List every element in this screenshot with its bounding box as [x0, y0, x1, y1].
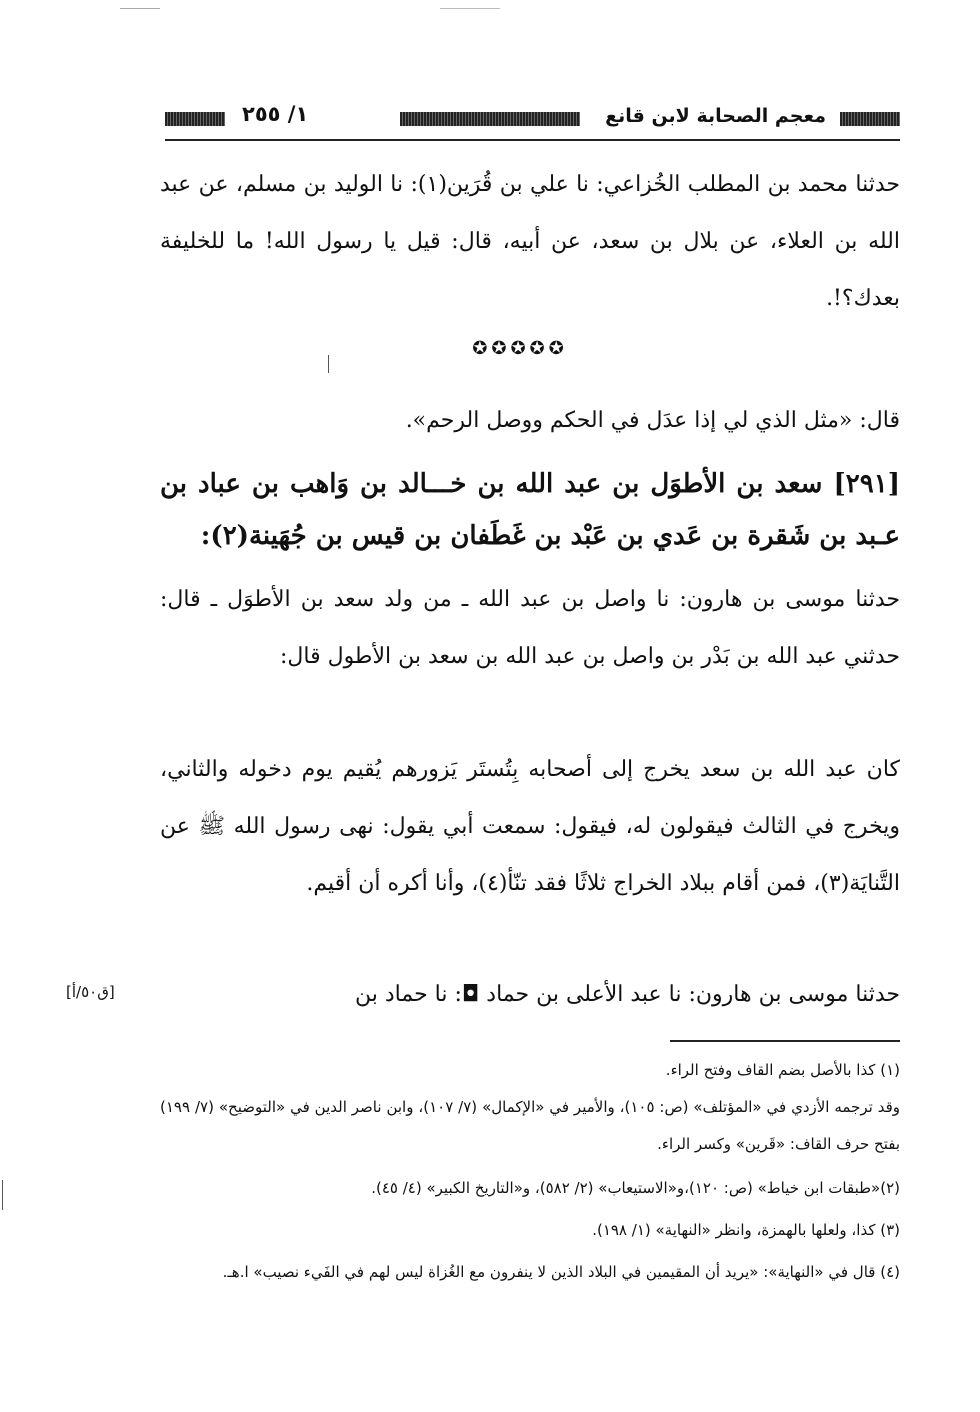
footnote-2: (٢)«طبقات ابن خياط» (ص: ١٢٠)،و«الاستيعاب» (٢/ ٥٨٢)، و«التاريخ الكبير» (٤/ ٤٥). [371, 1179, 900, 1197]
footnote-1-continued: وقد ترجمه الأزدي في «المؤتلف» (ص: ١٠٥)، والأمير في «الإكمال» (٧/ ١٠٧)، وابن ناصر الدين في «التوضيح» (٧/ ١٩٩) بفتح حرف القاف: «قَرين» وكسر الراء. [160, 1098, 901, 1153]
paragraph-5: حدثنا موسى بن هارون: نا عبد الأعلى بن حماد ◘: نا حماد بن [354, 982, 900, 1007]
paragraph-4: كان عبد الله بن سعد يخرج إلى أصحابه بِتُستَر يَزورهم يُقيم يوم دخوله والثاني، ويخرج في الثالث فيقولون له، فيقول: سمعت أبي يقول: نهى رسول الله ﷺ عن التَّنايَة(٣)، فمن أقام ببلاد الخراج ثلاثًا فقد تنّأ(٤)، وأنا أكره أن أقيم. [160, 757, 900, 896]
paragraph-2: قال: «مثل الذي لي إذا عدَل في الحكم ووصل الرحم». [405, 408, 900, 433]
running-header [160, 96, 900, 136]
manuscript-folio-note: [ق٥٠/أ] [66, 983, 115, 1001]
footnote-1: (١) كذا بالأصل بضم القاف وفتح الراء. [665, 1061, 900, 1079]
scan-mark [440, 8, 500, 9]
scan-mark [120, 8, 160, 9]
entry-heading: [٢٩١] سعد بن الأطوَل بن عبد الله بن خـــالد بن وَاهب بن عباد بن عـبد بن شَقرة بن عَدي بن عَبْد بن غَطَفان بن قيس بن جُهَينة(٢): [160, 469, 900, 551]
book-title: معجم الصحابة لابن قانع [605, 105, 826, 127]
page-number: ١/ ٢٥٥ [242, 102, 309, 126]
paragraph-1: حدثنا محمد بن المطلب الخُزاعي: نا علي بن قُرَين(١): نا الوليد بن مسلم، عن عبد الله بن العلاء، عن بلال بن سعد، عن أبيه، قال: قيل يا رسول الله! ما للخليفة بعدك؟!. [160, 172, 901, 311]
footnote-3: (٣) كذا، ولعلها بالهمزة، وانظر «النهاية» (١/ ١٩٨). [592, 1221, 900, 1239]
scan-mark [2, 1180, 3, 1210]
footnote-4: (٤) قال في «النهاية»: «يريد أن المقيمين في البلاد الذين لا ينفرون مع الغُزاة ليس لهم في الفَيء نصيب» ا.هـ. [222, 1263, 900, 1281]
section-separator: ✪✪✪✪✪ [472, 338, 568, 359]
paragraph-3: حدثنا موسى بن هارون: نا واصل بن عبد الله ـ من ولد سعد بن الأطوَل ـ قال: حدثني عبد الله بن بَدْر بن واصل بن عبد الله بن سعد بن الأطول قال: [160, 587, 900, 669]
header-rule [165, 139, 900, 141]
scan-mark [328, 355, 329, 373]
footnote-rule [670, 1040, 900, 1042]
